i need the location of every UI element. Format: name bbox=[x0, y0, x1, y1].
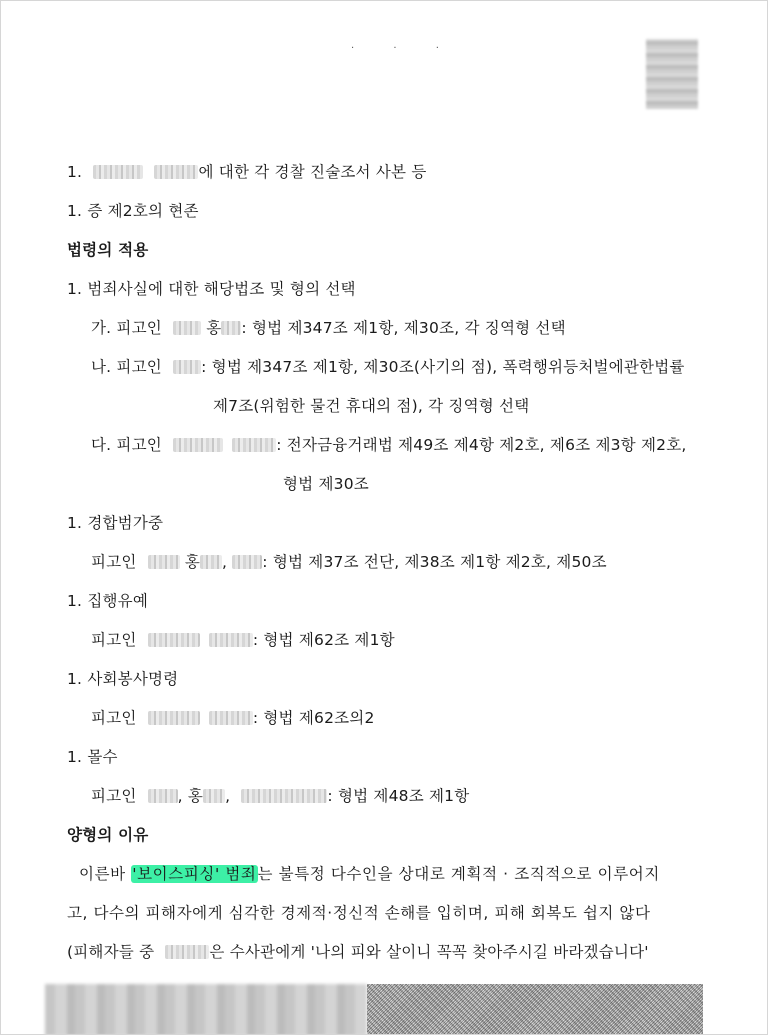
sec1-item-c bbox=[91, 434, 687, 456]
section-title-3: 1. 집행유예 bbox=[67, 592, 149, 610]
item-text: 에 대한 각 경찰 진술조서 사본 등 bbox=[198, 163, 427, 181]
redacted-name bbox=[148, 711, 200, 725]
redacted-name bbox=[200, 555, 222, 569]
reason-text: (피해자들 중 bbox=[67, 943, 155, 961]
separator: , bbox=[225, 787, 231, 805]
sec1-item-c-cont: 형법 제30조 bbox=[283, 475, 369, 493]
reason-line-2: 고, 다수의 피해자에게 심각한 경제적·정신적 손해를 입히며, 피해 회복도 쉽지 않다 bbox=[67, 904, 651, 922]
item-text: : 형법 제62조 제1항 bbox=[252, 631, 395, 649]
reason-text: 는 불특정 다수인을 상대로 계획적 · 조직적으로 이루어지 bbox=[257, 865, 660, 883]
item-prefix: 피고인 bbox=[91, 553, 137, 571]
redacted-name bbox=[221, 321, 241, 335]
item-prefix: 피고인 bbox=[91, 709, 137, 727]
section-title-1: 1. 범죄사실에 대한 해당법조 및 형의 선택 bbox=[67, 280, 356, 298]
sec1-item-b bbox=[91, 356, 685, 378]
redacted-name bbox=[232, 555, 262, 569]
sec3-body bbox=[91, 629, 395, 651]
sec4-body bbox=[91, 707, 375, 729]
redacted-name bbox=[209, 633, 253, 647]
redacted-name bbox=[148, 633, 200, 647]
separator: , bbox=[222, 553, 228, 571]
item-prefix: 피고인 bbox=[91, 631, 137, 649]
name-part: , 홍 bbox=[177, 787, 204, 805]
highlighted-term: '보이스피싱' 범죄 bbox=[132, 865, 257, 883]
item-text: : 전자금융거래법 제49조 제4항 제2호, 제6조 제3항 제2호, bbox=[276, 436, 687, 454]
item-prefix: 피고인 bbox=[91, 787, 137, 805]
evidence-item-1 bbox=[67, 161, 427, 183]
item-text: : 형법 제347조 제1항, 제30조, 각 징역형 선택 bbox=[241, 319, 566, 337]
item-text: : 형법 제62조의2 bbox=[252, 709, 375, 727]
redacted-name bbox=[173, 438, 223, 452]
reason-text: 은 수사관에게 '나의 피와 살이니 꼭꼭 찾아주시길 바라겠습니다' bbox=[209, 943, 649, 961]
redacted-name bbox=[241, 789, 327, 803]
section-title-2: 1. 경합범가중 bbox=[67, 514, 164, 532]
redacted-name bbox=[203, 789, 225, 803]
scan-specks: · · · bbox=[351, 43, 457, 54]
item-prefix: 다. 피고인 bbox=[91, 436, 162, 454]
reason-line-3 bbox=[67, 941, 649, 963]
redacted-name bbox=[209, 711, 253, 725]
scan-noise-footer bbox=[367, 984, 703, 1035]
heading-reason: 양형의 이유 bbox=[67, 826, 149, 844]
redacted-name bbox=[148, 789, 178, 803]
redacted-stamp bbox=[646, 39, 698, 109]
item-prefix: 가. 피고인 bbox=[91, 319, 162, 337]
redacted-name bbox=[173, 360, 201, 374]
sec1-item-b-cont: 제7조(위험한 물건 휴대의 점), 각 징역형 선택 bbox=[213, 397, 530, 415]
section-title-5: 1. 몰수 bbox=[67, 748, 118, 766]
sec1-item-a bbox=[91, 317, 566, 339]
item-number: 1. bbox=[67, 163, 83, 181]
redacted-name bbox=[93, 165, 143, 179]
redacted-name bbox=[165, 945, 209, 959]
name-part: 홍 bbox=[184, 553, 200, 571]
reason-text: 이른바 bbox=[79, 865, 132, 883]
name-part: 홍 bbox=[206, 319, 222, 337]
sec2-body bbox=[91, 551, 607, 573]
redacted-name bbox=[232, 438, 276, 452]
evidence-item-2: 1. 증 제2호의 현존 bbox=[67, 202, 199, 220]
heading-law: 법령의 적용 bbox=[67, 241, 149, 259]
item-text: : 형법 제48조 제1항 bbox=[327, 787, 470, 805]
item-prefix: 나. 피고인 bbox=[91, 358, 162, 376]
redacted-name bbox=[154, 165, 198, 179]
redacted-name bbox=[148, 555, 180, 569]
reason-line-1 bbox=[79, 863, 660, 885]
redacted-name bbox=[173, 321, 201, 335]
item-text: : 형법 제347조 제1항, 제30조(사기의 점), 폭력행위등처벌에관한법률 bbox=[201, 358, 685, 376]
section-title-4: 1. 사회봉사명령 bbox=[67, 670, 179, 688]
redacted-footer bbox=[45, 984, 367, 1035]
item-text: : 형법 제37조 전단, 제38조 제1항 제2호, 제50조 bbox=[262, 553, 607, 571]
sec5-body bbox=[91, 785, 469, 807]
